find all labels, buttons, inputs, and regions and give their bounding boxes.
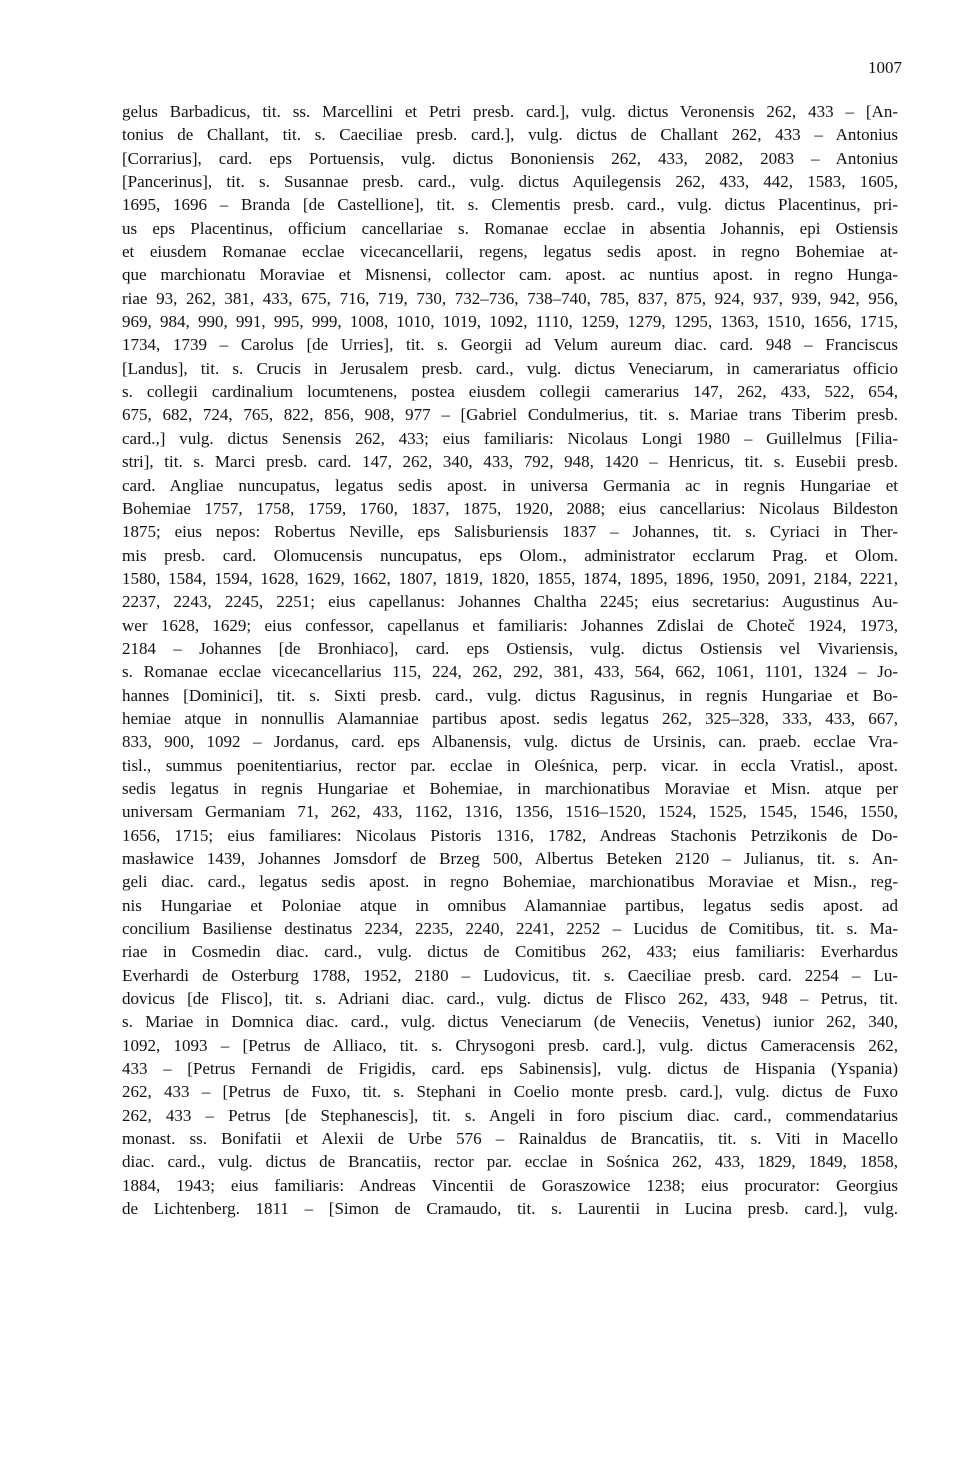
text-line: Bohemiae 1757, 1758, 1759, 1760, 1837, 1875, 1920, 2088; eius cancellarius: Nicolaus Bildeston [122, 498, 898, 518]
text-line: monast. ss. Bonifatii et Alexii de Urbe 576 – Rainaldus de Brancatiis, tit. s. Viti in Macello [122, 1129, 898, 1149]
text-line: 1875; eius nepos: Robertus Neville, eps Salisburiensis 1837 – Johannes, tit. s. Cyriaci in Ther- [122, 522, 898, 542]
text-line: sedis legatus in regnis Hungariae et Bohemiae, in marchionatibus Moraviae et Misn. atque per [122, 778, 898, 798]
text-line: nis Hungariae et Poloniae atque in omnibus Alamanniae partibus, legatus sedis apost. ad [122, 895, 898, 915]
text-line: 262, 433 – Petrus [de Stephanescis], tit. s. Angeli in foro piscium diac. card., commendatarius [122, 1105, 898, 1125]
text-line: 2184 – Johannes [de Bronhiaco], card. eps Ostiensis, vulg. dictus Ostiensis vel Vivariensis, [122, 638, 898, 658]
text-line: Everhardi de Osterburg 1788, 1952, 2180 – Ludovicus, tit. s. Caeciliae presb. card. 2254 – Lu- [122, 965, 898, 985]
text-line: [Corrarius], card. eps Portuensis, vulg. dictus Bononiensis 262, 433, 2082, 2083 – Antonius [122, 148, 898, 168]
page-number: 1007 [868, 58, 902, 77]
text-line: s. Romanae ecclae vicecancellarius 115, 224, 262, 292, 381, 433, 564, 662, 1061, 1101, 1324 – Jo- [122, 662, 898, 682]
text-line: card.,] vulg. dictus Senensis 262, 433; eius familiaris: Nicolaus Longi 1980 – Guillelmus [Filia- [122, 428, 898, 448]
text-line: dovicus [de Flisco], tit. s. Adriani diac. card., vulg. dictus de Flisco 262, 433, 948 – Petrus, tit. [122, 989, 898, 1009]
text-line: et eiusdem Romanae ecclae vicecancellarii, regens, legatus sedis apost. in regno Bohemiae at- [122, 242, 898, 262]
text-line: masławice 1439, Johannes Jomsdorf de Brzeg 500, Albertus Beteken 2120 – Julianus, tit. s. An- [122, 849, 898, 868]
text-line: tisl., summus poenitentiarius, rector par. ecclae in Oleśnica, perp. vicar. in eccla Vratisl., apost. [122, 755, 898, 775]
text-line: [Landus], tit. s. Crucis in Jerusalem presb. card., vulg. dictus Veneciarum, in camerariatus officio [122, 358, 898, 378]
text-line: que marchionatu Moraviae et Misnensi, collector cam. apost. ac nuntius apost. in regno Hunga- [122, 265, 898, 285]
text-line: 262, 433 – [Petrus de Fuxo, tit. s. Stephani in Coelio monte presb. card.], vulg. dictus de Fuxo [122, 1082, 898, 1102]
text-line: riae in Cosmedin diac. card., vulg. dictus de Comitibus 262, 433; eius familiaris: Everhardus [122, 942, 898, 962]
text-line: wer 1628, 1629; eius confessor, capellanus et familiaris: Johannes Zdislai de Choteč 1924, 1973, [122, 615, 898, 635]
text-line: hemiae atque in nonnullis Alamanniae partibus apost. sedis legatus 262, 325–328, 333, 433, 667, [122, 708, 898, 728]
text-line: 433 – [Petrus Fernandi de Frigidis, card. eps Sabinensis], vulg. dictus de Hispania (Yspania) [122, 1059, 898, 1079]
text-line: 833, 900, 1092 – Jordanus, card. eps Albanensis, vulg. dictus de Ursinis, can. praeb. ecclae Vra- [122, 732, 898, 752]
text-line: [Pancerinus], tit. s. Susannae presb. card., vulg. dictus Aquilegensis 262, 433, 442, 1583, 1605, [122, 172, 898, 192]
text-line: 1695, 1696 – Branda [de Castellione], tit. s. Clementis presb. card., vulg. dictus Placentinus, pri- [122, 195, 898, 215]
text-line: 675, 682, 724, 765, 822, 856, 908, 977 – [Gabriel Condulmerius, tit. s. Mariae trans Tiberim presb. [122, 405, 898, 425]
text-line: de Lichtenberg. 1811 – [Simon de Cramaudo, tit. s. Laurentii in Lucina presb. card.], vulg. [122, 1199, 898, 1219]
text-line: riae 93, 262, 381, 433, 675, 716, 719, 730, 732–736, 738–740, 785, 837, 875, 924, 937, 939, 942, 956, [122, 288, 898, 308]
text-line: universam Germaniam 71, 262, 433, 1162, 1316, 1356, 1516–1520, 1524, 1525, 1545, 1546, 1550, [122, 802, 898, 822]
text-line: concilium Basiliense destinatus 2234, 2235, 2240, 2241, 2252 – Lucidus de Comitibus, tit. s. Ma- [122, 919, 898, 939]
text-line: geli diac. card., legatus sedis apost. in regno Bohemiae, marchionatibus Moraviae et Misn., reg- [122, 872, 898, 892]
text-line: tonius de Challant, tit. s. Caeciliae presb. card.], vulg. dictus de Challant 262, 433 – Antonius [122, 125, 898, 145]
index-text-block [122, 100, 898, 1221]
text-line: 1092, 1093 – [Petrus de Alliaco, tit. s. Chrysogoni presb. card.], vulg. dictus Cameracensis 262, [122, 1035, 898, 1055]
text-line: 969, 984, 990, 991, 995, 999, 1008, 1010, 1019, 1092, 1110, 1259, 1279, 1295, 1363, 1510, 1656, 1715, [122, 312, 898, 332]
text-line: 2237, 2243, 2245, 2251; eius capellanus: Johannes Chaltha 2245; eius secretarius: Augustinus Au- [122, 592, 898, 612]
text-line: hannes [Dominici], tit. s. Sixti presb. card., vulg. dictus Ragusinus, in regnis Hungariae et Bo- [122, 685, 898, 705]
text-line: diac. card., vulg. dictus de Brancatiis, rector par. ecclae in Sośnica 262, 433, 1829, 1849, 1858, [122, 1152, 898, 1172]
text-line: 1884, 1943; eius familiaris: Andreas Vincentii de Goraszowice 1238; eius procurator: Georgius [122, 1175, 898, 1195]
text-line: 1656, 1715; eius familiares: Nicolaus Pistoris 1316, 1782, Andreas Stachonis Petrzikonis de Do- [122, 825, 898, 845]
text-line: s. collegii cardinalium locumtenens, postea eiusdem collegii camerarius 147, 262, 433, 522, 654, [122, 382, 898, 402]
text-line: gelus Barbadicus, tit. ss. Marcellini et Petri presb. card.], vulg. dictus Veronensis 262, 433 – [An- [122, 102, 898, 121]
text-line: 1734, 1739 – Carolus [de Urries], tit. s. Georgii ad Velum aureum diac. card. 948 – Franciscus [122, 335, 898, 355]
text-line: mis presb. card. Olomucensis nuncupatus, eps Olom., administrator ecclarum Prag. et Olom. [122, 545, 898, 565]
text-line: s. Mariae in Domnica diac. card., vulg. dictus Veneciarum (de Veneciis, Venetus) iunior 262, 340, [122, 1012, 898, 1032]
text-line: stri], tit. s. Marci presb. card. 147, 262, 340, 433, 792, 948, 1420 – Henricus, tit. s. Eusebii presb. [122, 452, 898, 472]
text-line: us eps Placentinus, officium cancellariae s. Romanae ecclae in absentia Johannis, epi Ostiensis [122, 218, 898, 238]
text-line: card. Angliae nuncupatus, legatus sedis apost. in universa Germania ac in regnis Hungariae et [122, 475, 898, 495]
text-line: 1580, 1584, 1594, 1628, 1629, 1662, 1807, 1819, 1820, 1855, 1874, 1895, 1896, 1950, 2091, 2184, 2221, [122, 568, 898, 588]
